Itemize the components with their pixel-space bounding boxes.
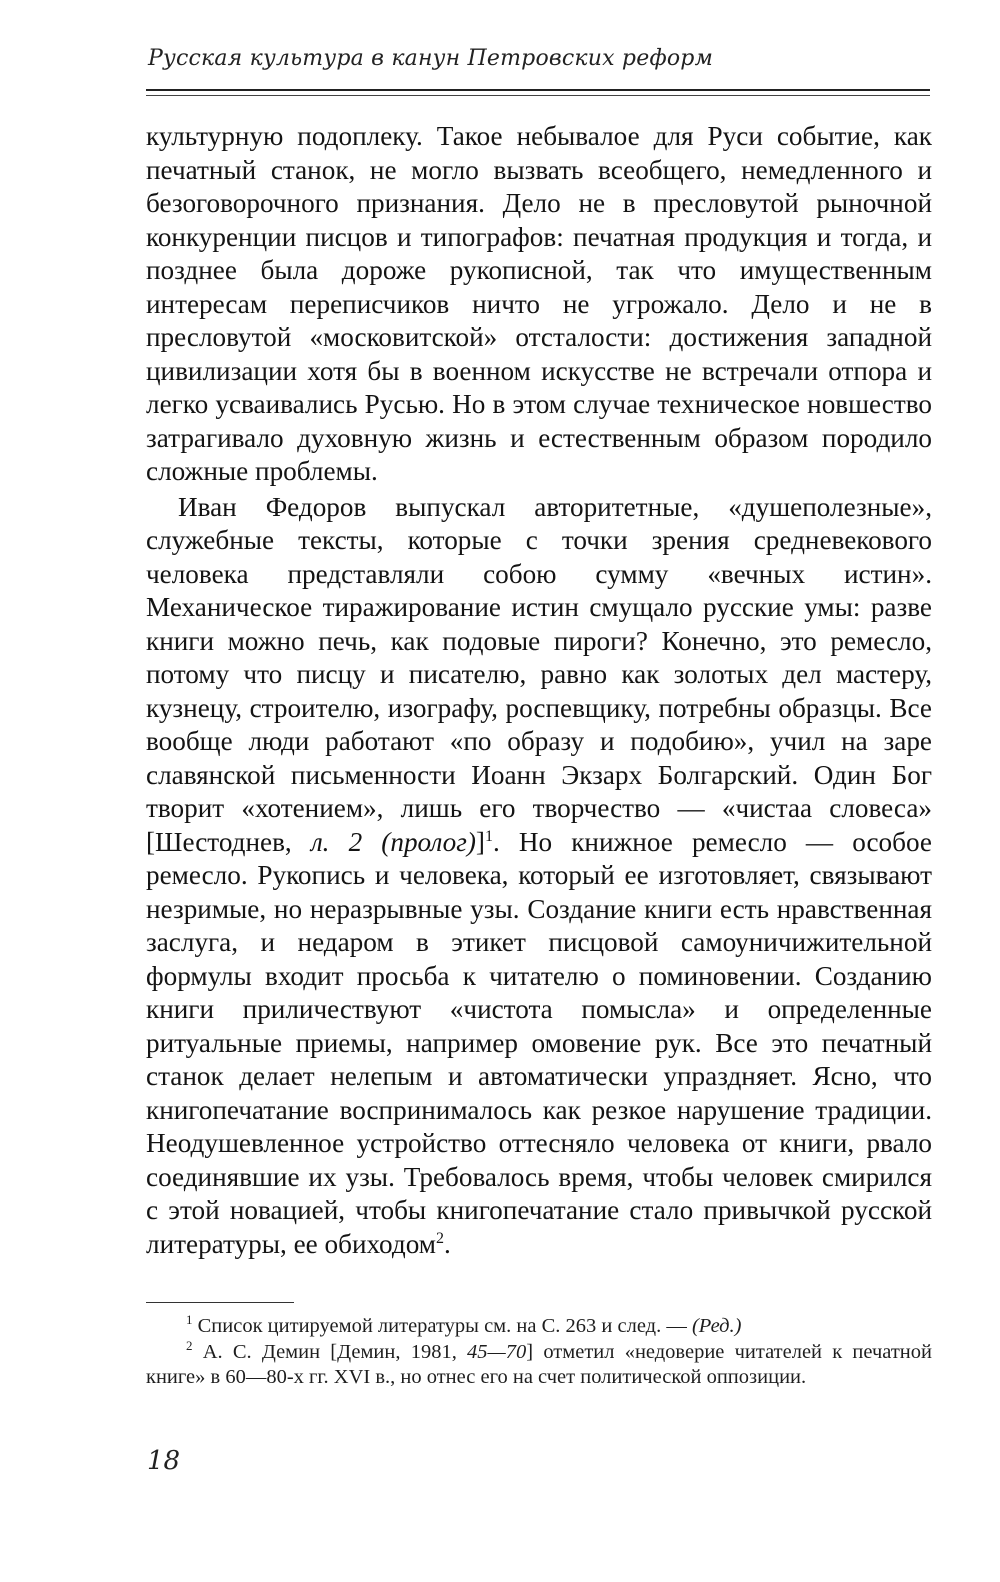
footnote-marker-1[interactable]: 1	[484, 827, 493, 845]
footnote-1	[146, 1314, 932, 1340]
paragraph-2	[146, 491, 932, 1262]
footnote-2-text-b: ] отметил «недоверие читателей к печатной книге» в 60—80-х гг. XVI в., но отнес его на счет политической оппозиции.	[146, 1340, 932, 1388]
footnote-marker-2[interactable]: 2	[435, 1229, 444, 1247]
paragraph-1: культурную подоплеку. Такое небывалое для Руси событие, как печатный станок, не могло вызвать всеобщего, немедленного и безоговорочного признания. Дело не в пресловутой рыночной конкуренции писцов и типографов: печатная продукция и тогда, и позднее была дороже рукописной, так что имущественным интересам переписчиков ничто не угрожало. Дело и не в пресловутой «московитской» отсталости: достижения западной цивилизации хотя бы в военном искусстве не встречали отпора и легко усваивались Русью. Но в этом случае техническое новшество затрагивало духовную жизнь и естественным образом породило сложные проблемы.	[146, 121, 932, 486]
header-rule-thin	[146, 95, 930, 96]
citation-bracket: ]	[475, 826, 485, 857]
footnote-2-text-a: А. С. Демин [Демин, 1981,	[192, 1340, 468, 1363]
page-number: 18	[147, 1446, 181, 1476]
paragraph-2-end: .	[443, 1228, 451, 1259]
footnote-2	[146, 1337, 932, 1391]
footnote-1-text: Список цитируемой литературы см. на С. 263 и след. —	[192, 1315, 692, 1337]
paragraph-2-text-b: . Но книжное ремесло — особое ремесло. Рукопись и человека, который ее изготовляет, связывают незримые, но неразрывные узы. Создание книги есть нравственная заслуга, и недаром в этикет писцовой самоуничижительной формулы входит просьба к читателю о поминовении. Созданию книги приличествуют «чистота помысла» и определенные ритуальные приемы, например омовение рук. Все это печатный станок делает нелепым и автоматически упраздняет. Ясно, что книгопечатание воспринималось как резкое нарушение традиции. Неодушевленное устройство оттесняло человека от книги, рвало соединявшие их узы. Требовалось время, чтобы человек смирился с этой новацией, чтобы книгопечатание стало привычкой русской литературы, ее обиходом	[146, 826, 932, 1259]
citation-reference: л. 2 (пролог)	[310, 826, 476, 857]
header-rule	[146, 89, 930, 91]
footnote-rule	[146, 1302, 294, 1303]
footnote-1-number: 1	[186, 1312, 193, 1328]
running-title: Русская культура в канун Петровских реформ	[148, 46, 714, 71]
footnote-2-pages: 45—70	[467, 1340, 527, 1363]
footnote-2-number: 2	[186, 1337, 193, 1353]
footnote-1-editor-note: (Ред.)	[691, 1315, 742, 1337]
paragraph-2-text-a: Иван Федоров выпускал авторитетные, «душеполезные», служебные тексты, которые с точки зрения средневекового человека представляли собою сумму «вечных истин». Механическое тиражирование истин смущало русские умы: разве книги можно печь, как подовые пироги? Конечно, это ремесло, потому что писцу и писателю, равно как золотых дел мастеру, кузнецу, строителю, изографу, роспевщику, потребны образцы. Все вообще люди работают «по образу и подобию», учил на заре славянской письменности Иоанн Экзарх Болгарский. Один Бог творит «хотением», лишь его творчество — «чистаа словеса» [Шестоднев,	[146, 491, 932, 857]
footnotes	[146, 1314, 932, 1391]
main-text	[146, 120, 932, 1261]
